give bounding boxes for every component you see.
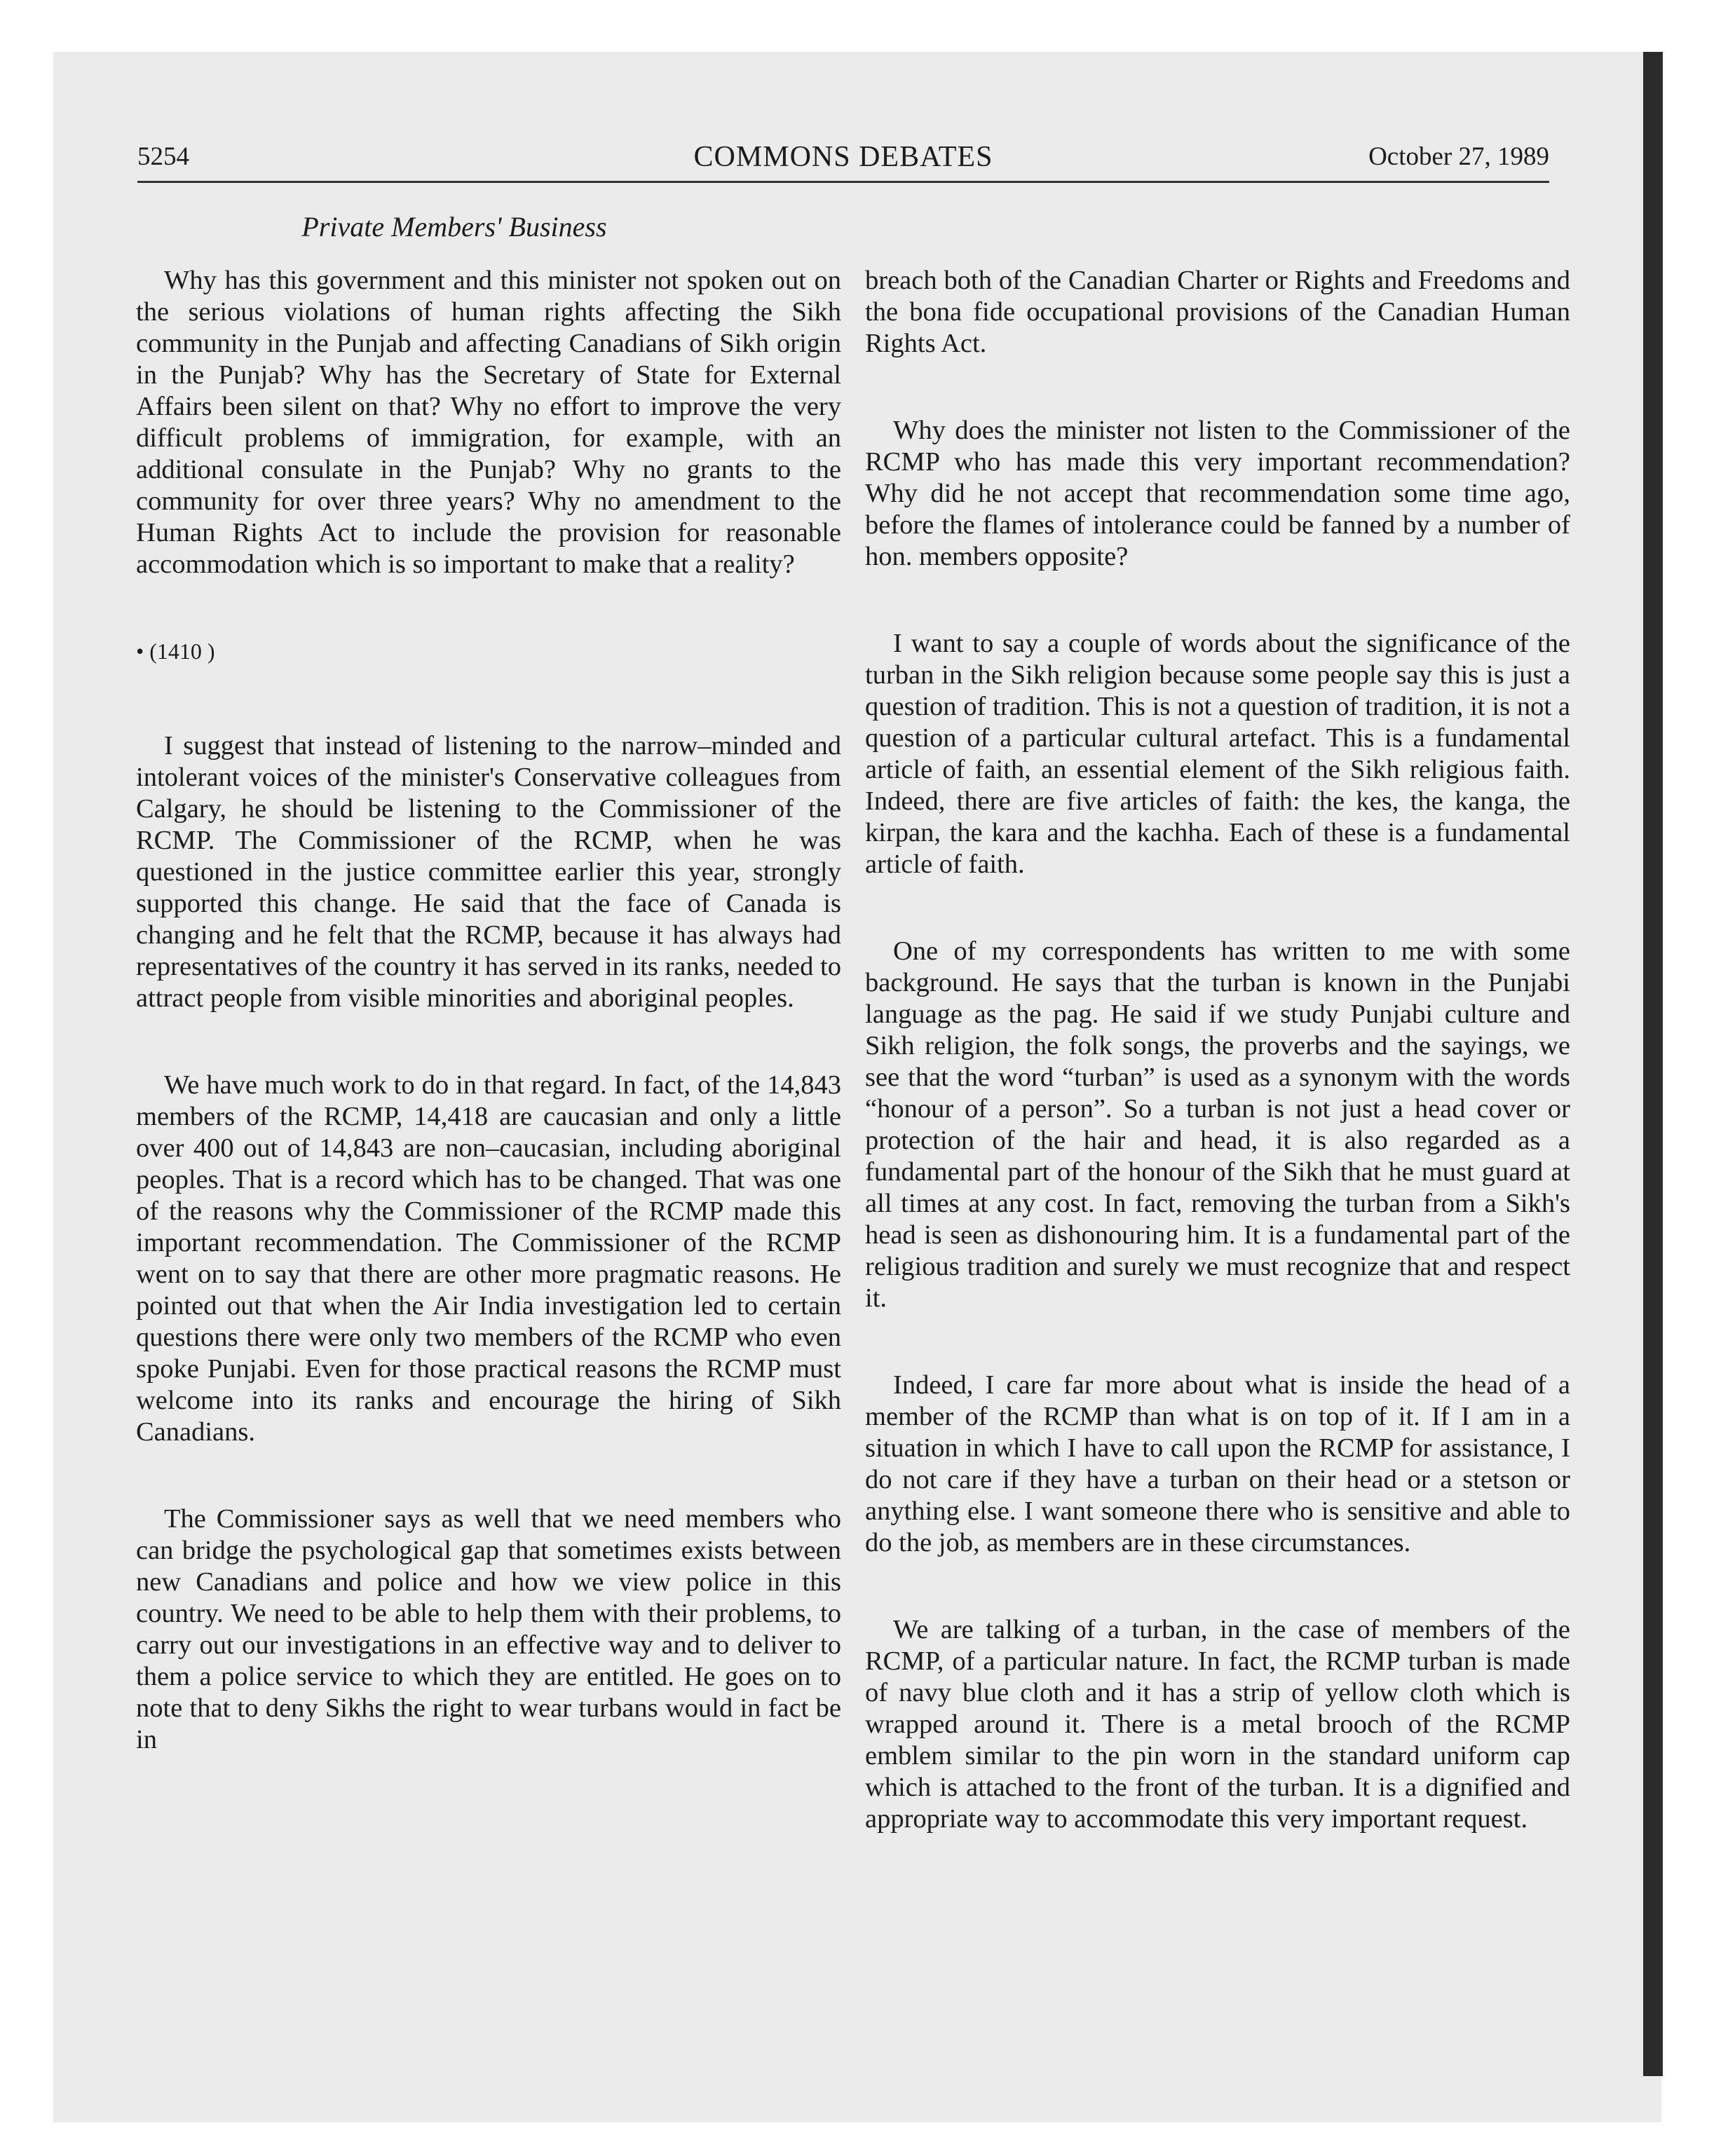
paragraph: One of my correspondents has written to me with some background. He says that the turban is known in the Punjabi language as the pag. He said if we study Punjabi culture and Sikh religion, the folk songs, the proverbs and the sayings, we see that the word “turban” is used as a synonym with the words “honour of a person”. So a turban is not just a head cover or protection of the hair and head, it is also regarded as a fundamental part of the honour of the Sikh that he must guard at all times at any cost. In fact, removing the turban from a Sikh's head is seen as dishonouring him. It is a fundamental part of the religious tradition and surely we must recognize that and respect it. xyxy=(865,936,1570,1313)
paragraph: We have much work to do in that regard. In fact, of the 14,843 members of the RCMP, 14,418 are caucasian and only a little over 400 out of 14,843 are non–caucasian, including aboriginal peoples. That is a record which has to be changed. That was one of the reasons why the Commissioner of the RCMP made this important recommendation. The Commissioner of the RCMP went on to say that there are other more pragmatic reasons. He pointed out that when the Air India investigation led to certain questions there were only two members of the RCMP who even spoke Punjabi. Even for those practical reasons the RCMP must welcome into its ranks and encourage the hiring of Sikh Canadians. xyxy=(136,1070,841,1447)
paragraph: I suggest that instead of listening to the narrow–minded and intolerant voices of the minister's Conservative colleagues from Calgary, he should be listening to the Commissioner of the RCMP. The Commissioner of the RCMP, when he was questioned in the justice committee earlier this year, strongly supported this change. He said that the face of Canada is changing and he felt that the RCMP, because it has always had representatives of the country it has served in its ranks, needed to attract people from visible minorities and aboriginal peoples. xyxy=(136,731,841,1013)
paragraph: The Commissioner says as well that we need members who can bridge the psychological gap that sometimes exists between new Canadians and police and how we view police in this country. We need to be able to help them with their problems, to carry out our investigations in an effective way and to deliver to them a police service to which they are entitled. He goes on to note that to deny Sikhs the right to wear turbans would in fact be in xyxy=(136,1504,841,1754)
page-header xyxy=(137,137,1549,183)
left-column xyxy=(136,265,841,1756)
paragraph: We are talking of a turban, in the case of members of the RCMP, of a particular nature. In fact, the RCMP turban is made of navy blue cloth and it has a strip of yellow cloth which is wrapped around it. There is a metal brooch of the RCMP emblem similar to the pin worn in the standard uniform cap which is attached to the front of the turban. It is a dignified and appropriate way to accommodate this very important request. xyxy=(865,1615,1570,1834)
time-marker: • (1410 ) xyxy=(136,639,215,664)
paragraph-continuation: breach both of the Canadian Charter or Rights and Freedoms and the bona fide occupational provisions of the Canadian Human Rights Act. xyxy=(865,266,1570,358)
paragraph: Why has this government and this minister not spoken out on the serious violations of human rights affecting the Sikh community in the Punjab and affecting Canadians of Sikh origin in the Punjab? Why has the Secretary of State for External Affairs been silent on that? Why no effort to improve the very difficult problems of immigration, for example, with an additional consulate in the Punjab? Why no grants to the community for over three years? Why no amendment to the Human Rights Act to include the provision for reasonable accommodation which is so important to make that a reality? xyxy=(136,266,841,579)
scan-edge-bar xyxy=(1643,52,1663,2076)
paragraph: Indeed, I care far more about what is inside the head of a member of the RCMP than what is on top of it. If I am in a situation in which I have to call upon the RCMP for assistance, I do not care if they have a turban on their head or a stetson or anything else. I want someone there who is sensitive and able to do the job, as members are in these circumstances. xyxy=(865,1370,1570,1557)
right-column xyxy=(865,265,1570,1835)
journal-title: COMMONS DEBATES xyxy=(693,141,993,173)
page-number: 5254 xyxy=(137,142,189,171)
paragraph: Why does the minister not listen to the Commissioner of the RCMP who has made this very important recommendation? Why did he not accept that recommendation some time ago, before the flames of intolerance could be fanned by a number of hon. members opposite? xyxy=(865,416,1570,571)
header-date: October 27, 1989 xyxy=(1368,142,1549,171)
section-title: Private Members' Business xyxy=(301,211,607,243)
paragraph: I want to say a couple of words about the significance of the turban in the Sikh religion because some people say this is just a question of tradition. This is not a question of tradition, it is not a question of a particular cultural artefact. This is a fundamental article of faith, an essential element of the Sikh religious faith. Indeed, there are five articles of faith: the kes, the kanga, the kirpan, the kara and the kachha. Each of these is a fundamental article of faith. xyxy=(865,629,1570,879)
